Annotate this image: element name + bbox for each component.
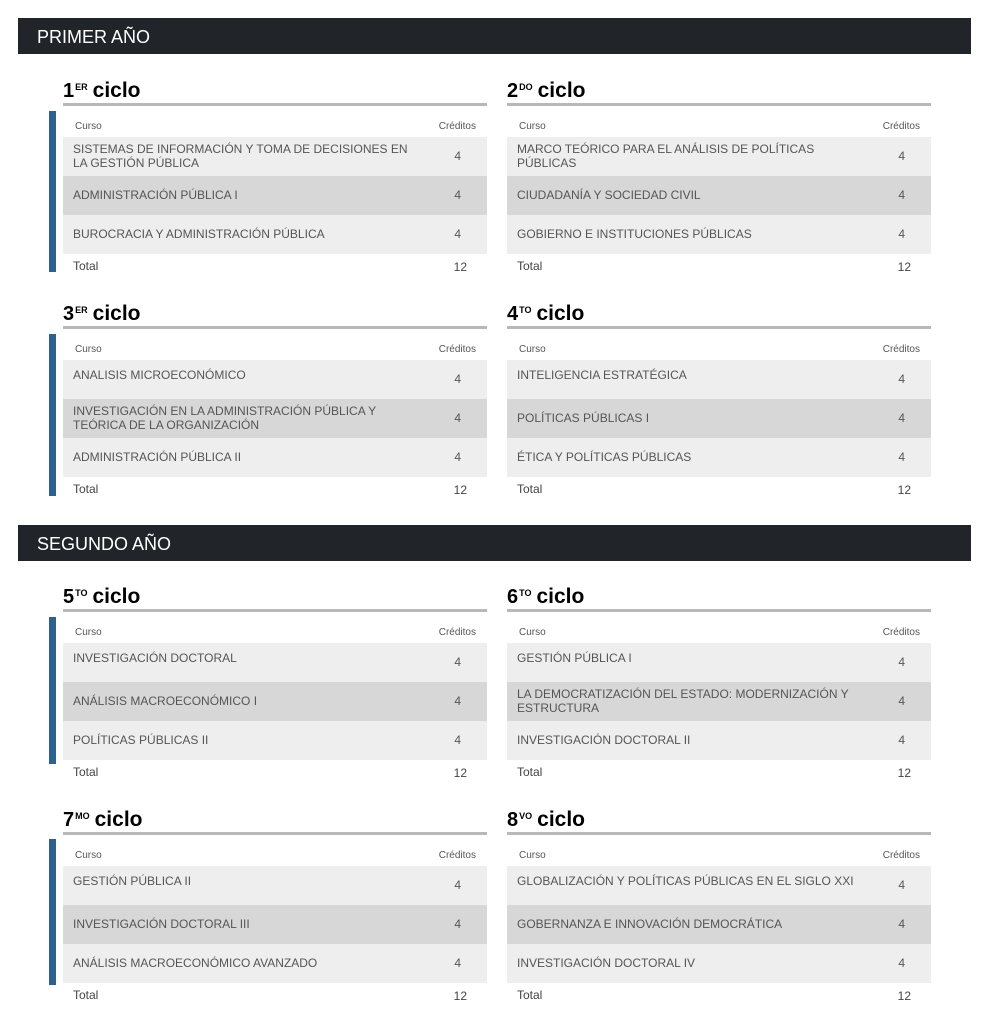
course-name: INVESTIGACIÓN DOCTORAL III [73, 917, 250, 931]
table-row [507, 682, 931, 721]
total-label: Total [73, 259, 99, 273]
table-row [507, 866, 931, 905]
total-row [507, 477, 931, 499]
cycle-word: ciclo [537, 79, 586, 102]
cycle-block-8 [507, 808, 931, 1005]
course-name: LA DEMOCRATIZACIÓN DEL ESTADO: MODERNIZACIÓN Y ESTRUCTURA [517, 687, 849, 715]
cycle-number: 2 [507, 80, 519, 102]
course-credits: 4 [898, 227, 905, 241]
cycle-ordinal-suffix: ER [75, 305, 88, 315]
cycle-number: 7 [63, 809, 75, 831]
column-header-course: Curso [75, 121, 102, 132]
table-header [507, 835, 931, 866]
cycle-number: 3 [63, 303, 75, 325]
cycle-word: ciclo [537, 808, 585, 831]
course-credits: 4 [454, 917, 461, 931]
cycle-ordinal-suffix: TO [519, 588, 532, 598]
total-row [507, 983, 931, 1005]
course-name: GOBIERNO E INSTITUCIONES PÚBLICAS [517, 227, 752, 241]
cycle-word: ciclo [92, 585, 141, 608]
course-name: INTELIGENCIA ESTRATÉGICA [517, 368, 687, 382]
total-value: 12 [453, 989, 467, 1003]
total-value: 12 [897, 260, 911, 274]
course-credits: 4 [454, 655, 461, 669]
cycle-word: ciclo [92, 302, 141, 325]
cycle-ordinal-suffix: TO [519, 305, 532, 315]
course-name: BUROCRACIA Y ADMINISTRACIÓN PÚBLICA [73, 227, 325, 241]
table-row [63, 905, 487, 944]
course-name: INVESTIGACIÓN DOCTORAL IV [517, 956, 696, 970]
course-name: ANÁLISIS MACROECONÓMICO I [73, 694, 258, 708]
course-credits: 4 [898, 655, 905, 669]
course-list [63, 866, 487, 983]
table-header [63, 329, 487, 360]
table-row [63, 438, 487, 477]
table-row [63, 399, 487, 438]
table-row [63, 866, 487, 905]
cycle-word: ciclo [92, 79, 141, 102]
course-credits: 4 [898, 956, 905, 970]
course-list [507, 866, 931, 983]
course-credits: 4 [454, 956, 461, 970]
total-row [507, 254, 931, 276]
cycle-number: 5 [63, 586, 75, 608]
total-label: Total [517, 988, 543, 1002]
course-name: GOBERNANZA E INNOVACIÓN DEMOCRÁTICA [517, 917, 783, 931]
table-row [63, 137, 487, 176]
course-name: SISTEMAS DE INFORMACIÓN Y TOMA DE DECISIONES EN LA GESTIÓN PÚBLICA [73, 142, 408, 170]
table-header [507, 106, 931, 137]
course-list [507, 360, 931, 477]
course-credits: 4 [898, 694, 905, 708]
total-label: Total [517, 765, 543, 779]
course-credits: 4 [454, 450, 461, 464]
total-value: 12 [897, 766, 911, 780]
total-label: Total [517, 259, 543, 273]
column-header-credits: Créditos [882, 344, 920, 355]
cycle-ordinal-suffix: VO [519, 811, 533, 821]
table-row [507, 721, 931, 760]
cycle-block-6 [507, 585, 931, 782]
table-row [507, 643, 931, 682]
year-header-segundo: SEGUNDO AÑO [18, 525, 971, 561]
course-credits: 4 [898, 450, 905, 464]
course-name: POLÍTICAS PÚBLICAS II [73, 733, 209, 747]
course-name: CIUDADANÍA Y SOCIEDAD CIVIL [517, 188, 701, 202]
total-value: 12 [897, 989, 911, 1003]
course-credits: 4 [454, 878, 461, 892]
table-row [507, 399, 931, 438]
cycle-block-3 [63, 302, 487, 499]
cycle-block-2 [507, 79, 931, 276]
course-name: GLOBALIZACIÓN Y POLÍTICAS PÚBLICAS EN EL SIGLO XXI [517, 874, 854, 888]
table-header [507, 329, 931, 360]
column-header-course: Curso [519, 121, 546, 132]
cycle-number: 4 [507, 303, 519, 325]
course-credits: 4 [454, 372, 461, 386]
course-credits: 4 [454, 188, 461, 202]
course-list [63, 137, 487, 254]
course-name: ANALISIS MICROECONÓMICO [73, 368, 246, 382]
cycle-ordinal-suffix: MO [75, 811, 90, 821]
cycle-number: 6 [507, 586, 519, 608]
total-row [63, 254, 487, 276]
column-header-credits: Créditos [882, 850, 920, 861]
column-header-credits: Créditos [438, 344, 476, 355]
cycle-heading [507, 79, 931, 106]
total-value: 12 [453, 260, 467, 274]
total-row [63, 760, 487, 782]
table-row [63, 721, 487, 760]
table-header [63, 106, 487, 137]
table-row [507, 215, 931, 254]
cycle-heading [63, 808, 487, 835]
cycle-word: ciclo [94, 808, 143, 831]
column-header-course: Curso [75, 627, 102, 638]
cycle-heading [63, 79, 487, 106]
cycle-number: 8 [507, 809, 519, 831]
course-credits: 4 [898, 149, 905, 163]
cycle-heading [63, 302, 487, 329]
column-header-course: Curso [519, 344, 546, 355]
cycle-heading [507, 302, 931, 329]
side-stripe [49, 111, 56, 272]
cycle-heading [507, 585, 931, 612]
cycle-block-4 [507, 302, 931, 499]
cycle-heading [507, 808, 931, 835]
total-label: Total [517, 482, 543, 496]
course-list [507, 643, 931, 760]
course-list [63, 360, 487, 477]
table-row [507, 905, 931, 944]
column-header-course: Curso [75, 344, 102, 355]
table-row [63, 643, 487, 682]
course-credits: 4 [454, 149, 461, 163]
course-credits: 4 [898, 411, 905, 425]
table-row [63, 944, 487, 983]
table-row [63, 176, 487, 215]
course-name: POLÍTICAS PÚBLICAS I [517, 411, 650, 425]
course-name: INVESTIGACIÓN EN LA ADMINISTRACIÓN PÚBLICA Y TEÓRICA DE LA ORGANIZACIÓN [73, 404, 376, 432]
course-name: GESTIÓN PÚBLICA II [73, 874, 192, 888]
course-credits: 4 [454, 733, 461, 747]
table-row [63, 215, 487, 254]
cycle-heading [63, 585, 487, 612]
total-row [63, 477, 487, 499]
cycle-block-5 [63, 585, 487, 782]
course-credits: 4 [454, 411, 461, 425]
side-stripe [49, 334, 56, 496]
total-value: 12 [453, 483, 467, 497]
table-row [507, 944, 931, 983]
course-name: MARCO TEÓRICO PARA EL ANÁLISIS DE POLÍTICAS PÚBLICAS [517, 142, 815, 170]
column-header-course: Curso [519, 627, 546, 638]
course-credits: 4 [898, 917, 905, 931]
column-header-credits: Créditos [438, 627, 476, 638]
table-row [63, 360, 487, 399]
course-credits: 4 [898, 372, 905, 386]
course-name: GESTIÓN PÚBLICA I [517, 651, 632, 665]
course-name: ADMINISTRACIÓN PÚBLICA I [73, 188, 238, 202]
table-header [63, 612, 487, 643]
side-stripe [49, 839, 56, 985]
cycle-block-1 [63, 79, 487, 276]
total-row [507, 760, 931, 782]
course-credits: 4 [898, 733, 905, 747]
cycle-word: ciclo [536, 302, 585, 325]
column-header-course: Curso [75, 850, 102, 861]
cycle-ordinal-suffix: TO [75, 588, 88, 598]
course-name: INVESTIGACIÓN DOCTORAL [73, 651, 237, 665]
column-header-credits: Créditos [438, 121, 476, 132]
year-header-primer: PRIMER AÑO [18, 18, 971, 54]
course-name: ADMINISTRACIÓN PÚBLICA II [73, 450, 242, 464]
table-row [507, 176, 931, 215]
course-name: ÉTICA Y POLÍTICAS PÚBLICAS [517, 450, 692, 464]
course-list [507, 137, 931, 254]
total-label: Total [73, 988, 99, 1002]
table-row [507, 438, 931, 477]
column-header-credits: Créditos [882, 121, 920, 132]
course-credits: 4 [454, 227, 461, 241]
table-row [507, 137, 931, 176]
column-header-course: Curso [519, 850, 546, 861]
table-row [507, 360, 931, 399]
column-header-credits: Créditos [882, 627, 920, 638]
course-name: ANÁLISIS MACROECONÓMICO AVANZADO [73, 956, 318, 970]
course-list [63, 643, 487, 760]
course-credits: 4 [454, 694, 461, 708]
total-label: Total [73, 482, 99, 496]
table-header [63, 835, 487, 866]
side-stripe [49, 617, 56, 764]
table-row [63, 682, 487, 721]
cycle-word: ciclo [536, 585, 585, 608]
total-value: 12 [453, 766, 467, 780]
table-header [507, 612, 931, 643]
course-name: INVESTIGACIÓN DOCTORAL II [517, 733, 691, 747]
total-label: Total [73, 765, 99, 779]
total-value: 12 [897, 483, 911, 497]
cycle-ordinal-suffix: ER [75, 82, 88, 92]
cycle-ordinal-suffix: DO [519, 82, 533, 92]
course-credits: 4 [898, 878, 905, 892]
cycle-number: 1 [63, 80, 75, 102]
total-row [63, 983, 487, 1005]
column-header-credits: Créditos [438, 850, 476, 861]
course-credits: 4 [898, 188, 905, 202]
cycle-block-7 [63, 808, 487, 1005]
